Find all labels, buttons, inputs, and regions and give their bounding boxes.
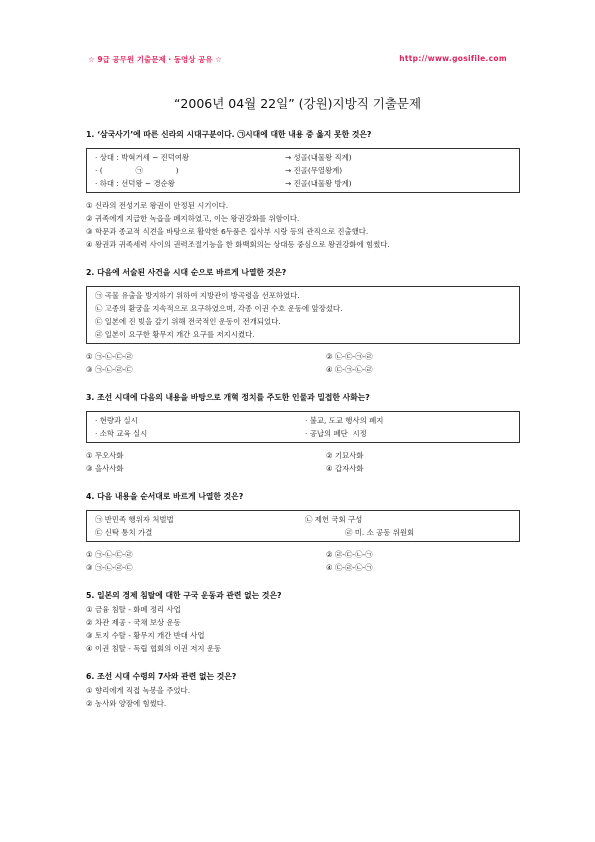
question-3: 3. 조선 시대에 다음의 내용을 바탕으로 개혁 정치를 주도한 인물과 밀접한 사화는? [86,393,370,402]
q4-box [86,510,520,542]
q4-option-2[interactable]: ② ㉣-㉢-㉡-㉠ [326,550,373,559]
q4-options [86,548,520,574]
header-url-link[interactable]: http://www.gosifile.com [399,54,507,63]
q4-box-left: ㉢ 신탁 통치 가결 [95,527,153,537]
q3-box [86,411,520,443]
q1-box-left: · 상대 : 박혁거세 ~ 진덕여왕 [95,152,190,162]
q4-box-left: ㉠ 반민족 행위자 처벌법 [95,514,174,524]
q2-option-4[interactable]: ④ ㉢-㉠-㉡-㉣ [326,365,373,374]
q1-box [86,148,520,193]
q5-option-3[interactable]: ③ 토지 수탈 - 황무지 개간 반대 사업 [86,631,205,640]
q4-box-row [95,513,511,526]
q1-box-right: → 진골(내물왕 방계) [285,178,352,188]
q2-option-3[interactable]: ③ ㉠-㉡-㉣-㉢ [86,365,133,374]
q4-box-row [95,526,511,539]
q2-box-item: ㉢ 일본에 진 빚을 갚기 위해 전국적인 운동이 전개되었다. [95,316,281,326]
q6-option-1[interactable]: ① 향리에게 직접 녹봉을 주었다. [86,686,191,695]
q1-box-right: → 성골(내물왕 직계) [285,152,352,162]
q1-box-row [95,164,511,177]
q1-box-row [95,151,511,164]
page-title: “2006년 04월 22일” (강원)지방직 기출문제 [173,96,422,111]
q3-box-left: · 현량과 실시 [95,415,138,425]
q3-option-1[interactable]: ① 무오사화 [86,451,124,460]
q3-box-row [95,427,511,440]
q3-box-left: · 소학 교육 실시 [95,428,148,438]
q1-box-row [95,177,511,190]
q2-option-1[interactable]: ① ㉠-㉡-㉢-㉣ [86,352,133,361]
q2-box [86,286,520,344]
question-5: 5. 일본의 경제 침탈에 대한 구국 운동과 관련 없는 것은? [86,591,282,600]
q5-option-2[interactable]: ② 차관 제공 - 국채 보상 운동 [86,618,181,627]
exam-content [86,128,520,710]
q1-box-left: · 하대 : 선덕왕 ~ 경순왕 [95,178,175,188]
q6-option-2[interactable]: ② 농사와 양잠에 힘썼다. [86,699,167,708]
q3-option-4[interactable]: ④ 갑자사화 [326,464,364,473]
page-header [88,54,507,66]
q1-option-2[interactable]: ② 귀족에게 지급한 녹읍을 폐지하였고, 이는 왕권강화를 위함이다. [86,214,300,223]
q4-option-4[interactable]: ④ ㉢-㉣-㉡-㉠ [326,563,373,572]
q3-option-3[interactable]: ③ 을사사화 [86,464,124,473]
q2-option-2[interactable]: ② ㉡-㉢-㉠-㉣ [326,352,373,361]
q4-option-3[interactable]: ③ ㉠-㉡-㉣-㉢ [86,563,133,572]
q4-option-1[interactable]: ① ㉠-㉡-㉢-㉣ [86,550,133,559]
question-2: 2. 다음에 서술된 사건을 시대 순으로 바르게 나열한 것은? [86,268,287,277]
q1-box-right: → 진골(무열왕계) [285,165,343,175]
q5-option-1[interactable]: ① 금융 침탈 - 화폐 정리 사업 [86,605,181,614]
header-left-text: ☆ 9급 공무원 기출문제 · 동영상 공유 ☆ [88,55,222,64]
q3-option-2[interactable]: ② 기묘사화 [326,451,364,460]
q1-option-1[interactable]: ① 신라의 전성기로 왕권이 안정된 시기이다. [86,201,229,210]
question-1: 1. ‘삼국사기’에 따른 신라의 시대구분이다. ㉠시대에 대한 내용 중 옳지 못한 것은? [86,130,372,139]
q1-box-left: · ( ㉠ ) [95,165,179,175]
q3-box-row [95,414,511,427]
q3-box-right: · 공납의 폐단 시정 [305,428,367,438]
q2-options [86,350,520,376]
question-4: 4. 다음 내용을 순서대로 바르게 나열한 것은? [86,492,244,501]
question-6: 6. 조선 시대 수령의 7사와 관련 없는 것은? [86,672,237,681]
q2-box-item: ㉠ 곡물 유출을 방지하기 위하여 지방관이 방곡령을 선포하였다. [95,290,300,300]
q1-option-4[interactable]: ④ 왕권과 귀족세력 사이의 권력조절기능을 한 화백회의는 상대등 중심으로 왕권강화에 힘썼다. [86,240,390,249]
q1-option-3[interactable]: ③ 학문과 종교적 식견을 바탕으로 활약한 6두품은 집사부 시랑 등의 관직으로 진출했다. [86,227,369,236]
q4-box-right: ㉡ 제헌 국회 구성 [305,514,363,524]
q3-box-right: · 불교, 도교 행사의 폐지 [305,415,384,425]
q4-box-right: ㉣ 미. 소 공동 위원회 [345,527,415,537]
q3-options [86,449,520,475]
q2-box-item: ㉡ 고종의 환궁을 지속적으로 요구하였으며, 각종 이권 수호 운동에 앞장섰다. [95,303,343,313]
q2-box-item: ㉣ 일본이 요구한 황무지 개간 요구를 저지시켰다. [95,329,255,339]
q5-option-4[interactable]: ④ 이권 침탈 - 독립 협회의 이권 저지 운동 [86,644,222,653]
